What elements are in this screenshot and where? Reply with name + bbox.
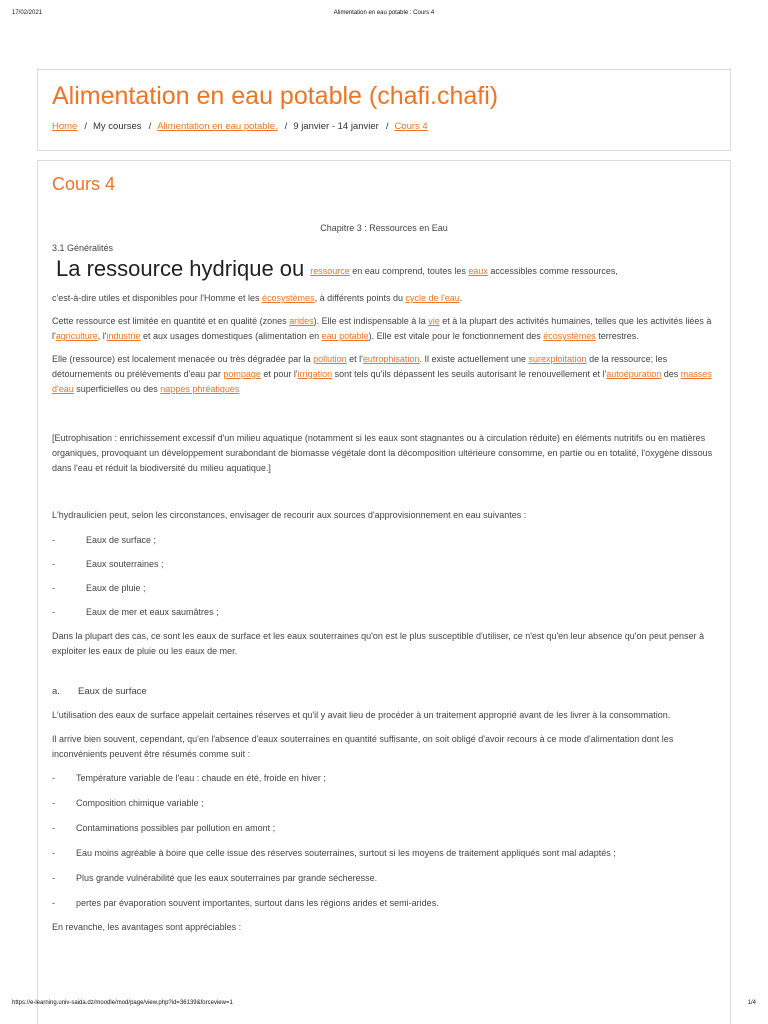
surface-paragraph-1: L'utilisation des eaux de surface appelait certaines réserves et qu'il y avait lieu de procéder à un traitement approprié avant de les livrer à la consommation.	[52, 710, 671, 720]
link-pompage[interactable]: pompage	[223, 369, 261, 379]
link-ecosystemes[interactable]: écosystèmes	[262, 293, 315, 303]
inconvenients-list	[52, 771, 716, 911]
paragraph-ressource-limitee: Cette ressource est limitée en quantité et en qualité (zones arides). Elle est indispensable à la vie et à la plupart des activités humaines, telles que les activités liées à l'agriculture, l'industrie et aux usages domestiques (alimentation en eau potable). Elle est vitale pour le fonctionnement des écosystèmes terrestres.	[52, 316, 712, 341]
link-industrie[interactable]: industrie	[106, 331, 141, 341]
list-item: - Eaux de pluie ;	[52, 583, 146, 593]
link-ressource[interactable]: ressource	[310, 266, 350, 276]
list-item: - Eaux souterraines ;	[52, 559, 164, 569]
link-vie[interactable]: vie	[428, 316, 440, 326]
subsection-heading: a. Eaux de surface	[52, 686, 147, 697]
intro-paragraph-cont: c'est-à-dire utiles et disponibles pour l'Homme et les écosystèmes, à différents points du cycle de l'eau.	[52, 293, 463, 303]
breadcrumb	[52, 121, 428, 132]
avantages-paragraph: En revanche, les avantages sont appréciables :	[52, 922, 242, 932]
page-title: Alimentation en eau potable (chafi.chafi)	[52, 82, 499, 110]
list-item: - Composition chimique variable ;	[52, 798, 204, 808]
print-footer	[0, 1000, 768, 1012]
plupart-paragraph: Dans la plupart des cas, ce sont les eaux de surface et les eaux souterraines qu'on est le plus susceptible d'utiliser, ce n'est qu'en leur absence qu'on peut penser à exploiter les eaux de pluie ou les eaux de mer.	[52, 631, 704, 656]
print-url: https://e-learning.univ-saida.dz/moodle/mod/page/view.php?id=36139&forceview=1	[12, 1000, 233, 1006]
breadcrumb-home-link[interactable]: Home	[52, 121, 78, 132]
paragraph-menacee: Elle (ressource) est localement menacée ou très dégradée par la pollution et l'eutrophisation. Il existe actuellement une surexploitation de la ressource; les détournements ou prélèvements d'eau par pompage et pour l'irrigation sont tels qu'ils dépassent les seuils autorisant le renouvellement et l'autoépuration des masses d'eau superficielles ou des nappes phréatiques	[52, 354, 712, 394]
link-eutrophisation[interactable]: eutrophisation	[362, 354, 420, 364]
hydraulicien-paragraph: L'hydraulicien peut, selon les circonstances, envisager de recourir aux sources d'approvisionnement en eau suivantes :	[52, 510, 527, 520]
link-eau-potable[interactable]: eau potable	[321, 331, 369, 341]
breadcrumb-separator: /	[385, 121, 389, 132]
surface-paragraph-2: Il arrive bien souvent, cependant, qu'en l'absence d'eaux souterraines en quantité suffisante, on soit obligé d'avoir recours à ce mode d'alimentation dont les inconvénients peuvent être résumés comme suit :	[52, 734, 674, 759]
breadcrumb-separator: /	[284, 121, 288, 132]
link-masses-eau[interactable]: masses d'eau	[52, 369, 712, 394]
page-header	[37, 69, 731, 151]
eutrophisation-note: [Eutrophisation : enrichissement excessif d'un milieu aquatique (notamment si les eaux sont stagnantes ou à circulation réduite) en éléments nutritifs ou en matières organiques, provoquant un développement surabondant de biomasse végétale dont la décomposition ultérieure consomme, en partie ou en totalité, l'oxygène dissous dans l'eau et réduit la biodiversité du milieu aquatique.]	[52, 433, 713, 473]
link-agriculture[interactable]: agriculture	[55, 331, 98, 341]
list-item: - Eaux de surface ;	[52, 535, 157, 545]
link-surexploitation[interactable]: surexploitation	[528, 354, 587, 364]
content-body	[52, 221, 716, 935]
breadcrumb-section: 9 janvier - 14 janvier	[293, 121, 379, 132]
chapter-heading: Chapitre 3 : Ressources en Eau	[320, 223, 448, 233]
intro-big-text: La ressource hydrique ou	[56, 256, 305, 281]
list-item: - Plus grande vulnérabilité que les eaux souterraines par grande sécheresse.	[52, 873, 378, 883]
list-item: - Eau moins agréable à boire que celle issue des réserves souterraines, surtout si les moyens de traitement appliqués sont mal adaptés ;	[52, 848, 616, 858]
print-date: 17/02/2021	[12, 10, 43, 16]
link-pollution[interactable]: pollution	[313, 354, 347, 364]
print-doc-title: Alimentation en eau potable : Cours 4	[333, 10, 435, 16]
cours-title: Cours 4	[52, 174, 116, 194]
list-item: - Contaminations possibles par pollution en amont ;	[52, 823, 276, 833]
link-eaux[interactable]: eaux	[468, 266, 488, 276]
link-arides[interactable]: arides	[289, 316, 314, 326]
list-item: - Température variable de l'eau : chaude en été, froide en hiver ;	[52, 773, 326, 783]
link-autoepuration[interactable]: autoépuration	[606, 369, 662, 379]
list-item: - pertes par évaporation souvent importantes, surtout dans les régions arides et semi-arides.	[52, 898, 439, 908]
intro-paragraph: La ressource hydrique ou ressource en eau comprend, toutes les eaux accessibles comme ressources,	[56, 256, 618, 281]
breadcrumb-separator: /	[148, 121, 152, 132]
sources-list	[52, 533, 716, 620]
list-item: - Eaux de mer et eaux saumâtres ;	[52, 607, 219, 617]
link-nappes-phreatiques[interactable]: nappes phréatiques	[160, 384, 240, 394]
breadcrumb-my-courses: My courses	[92, 121, 142, 132]
link-irrigation[interactable]: irrigation	[297, 369, 333, 379]
print-header	[0, 10, 768, 22]
link-ecosystemes-2[interactable]: écosystèmes	[543, 331, 596, 341]
main-content	[37, 160, 731, 1024]
link-cycle-eau[interactable]: cycle de l'eau	[405, 293, 460, 303]
breadcrumb-course-link[interactable]: Alimentation en eau potable.	[157, 121, 278, 132]
section-heading: 3.1 Généralités	[52, 243, 114, 253]
print-page-number: 1/4	[747, 1000, 756, 1006]
breadcrumb-current-link[interactable]: Cours 4	[394, 121, 428, 132]
breadcrumb-separator: /	[84, 121, 87, 132]
